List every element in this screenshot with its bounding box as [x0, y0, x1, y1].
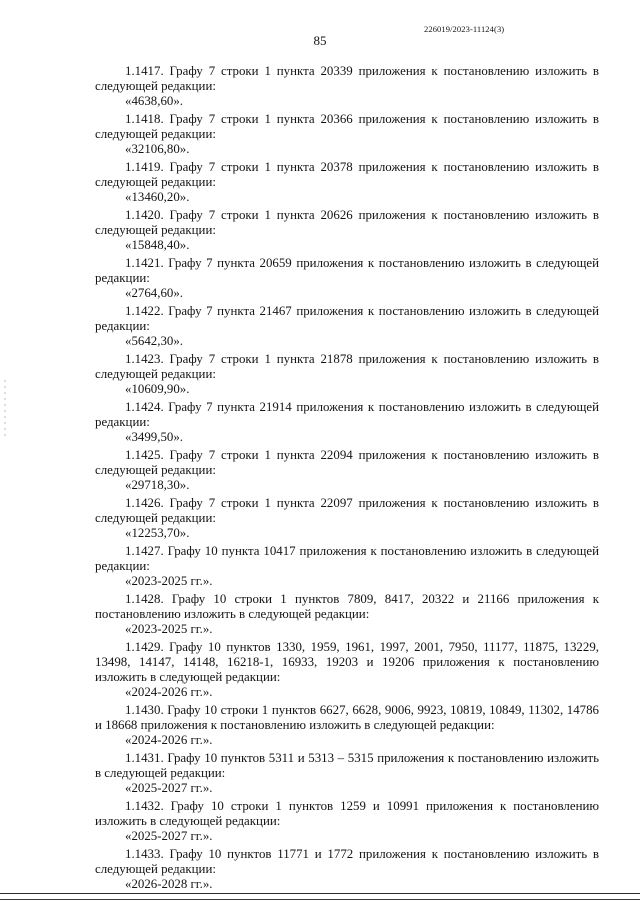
amendment-value: «32106,80».: [125, 142, 190, 156]
amendment-value: «13460,20».: [125, 190, 190, 204]
amendment-value: «4638,60».: [125, 94, 184, 108]
amendment-value: «2024-2026 гг.».: [125, 733, 213, 747]
document-body: [95, 64, 599, 895]
amendment-value: «2023-2025 гг.».: [125, 574, 213, 588]
amendment-clause: 1.1430. Графу 10 строки 1 пунктов 6627, 6628, 9006, 9923, 10819, 10849, 11302, 14786 и 18668 приложения к постановлению изложить в следующей редакции:: [95, 703, 599, 732]
page-header: [0, 0, 640, 60]
amendment-clause: 1.1422. Графу 7 пункта 21467 приложения к постановлению изложить в следующей редакции:: [95, 304, 599, 333]
amendment-clause: 1.1418. Графу 7 строки 1 пункта 20366 приложения к постановлению изложить в следующей редакции:: [95, 112, 599, 141]
bottom-rule: [0, 893, 640, 894]
amendment-clause: 1.1424. Графу 7 пункта 21914 приложения к постановлению изложить в следующей редакции:: [95, 400, 599, 429]
amendment-clause: 1.1427. Графу 10 пункта 10417 приложения к постановлению изложить в следующей редакции:: [95, 544, 599, 573]
bottom-rule-secondary: [0, 899, 640, 900]
page-number: 85: [313, 33, 327, 48]
amendment-value: «2026-2028 гг.».: [125, 877, 213, 891]
amendment-value: «2025-2027 гг.».: [125, 781, 213, 795]
document-number: 226019/2023-11124(3): [424, 24, 505, 34]
amendment-value: «3499,50».: [125, 430, 184, 444]
amendment-clause: 1.1423. Графу 7 строки 1 пункта 21878 приложения к постановлению изложить в следующей редакции:: [95, 352, 599, 381]
scan-margin-mark: [4, 380, 6, 440]
amendment-clause: 1.1419. Графу 7 строки 1 пункта 20378 приложения к постановлению изложить в следующей редакции:: [95, 160, 599, 189]
amendment-value: «12253,70».: [125, 526, 190, 540]
amendment-clause: 1.1425. Графу 7 строки 1 пункта 22094 приложения к постановлению изложить в следующей редакции:: [95, 448, 599, 477]
amendment-clause: 1.1420. Графу 7 строки 1 пункта 20626 приложения к постановлению изложить в следующей редакции:: [95, 208, 599, 237]
amendment-clause: 1.1429. Графу 10 пунктов 1330, 1959, 1961, 1997, 2001, 7950, 11177, 11875, 13229, 13498, 14147, 14148, 16218-1, 16933, 19203 и 19206 приложения к постановлению изложить в следующей редакции:: [95, 640, 599, 684]
amendment-value: «5642,30».: [125, 334, 184, 348]
amendment-clause: 1.1432. Графу 10 строки 1 пунктов 1259 и 10991 приложения к постановлению изложить в следующей редакции:: [95, 799, 599, 828]
amendment-clause: 1.1433. Графу 10 пунктов 11771 и 1772 приложения к постановлению изложить в следующей редакции:: [95, 847, 599, 876]
amendment-clause: 1.1417. Графу 7 строки 1 пункта 20339 приложения к постановлению изложить в следующей редакции:: [95, 64, 599, 93]
amendment-value: «10609,90».: [125, 382, 190, 396]
amendment-clause: 1.1421. Графу 7 пункта 20659 приложения к постановлению изложить в следующей редакции:: [95, 256, 599, 285]
amendment-clause: 1.1431. Графу 10 пунктов 5311 и 5313 – 5315 приложения к постановлению изложить в следующей редакции:: [95, 751, 599, 780]
amendment-value: «29718,30».: [125, 478, 190, 492]
amendment-value: «2023-2025 гг.».: [125, 622, 213, 636]
amendment-clause: 1.1426. Графу 7 строки 1 пункта 22097 приложения к постановлению изложить в следующей редакции:: [95, 496, 599, 525]
amendment-value: «15848,40».: [125, 238, 190, 252]
amendment-value: «2764,60».: [125, 286, 184, 300]
amendment-value: «2024-2026 гг.».: [125, 685, 213, 699]
amendment-value: «2025-2027 гг.».: [125, 829, 213, 843]
amendment-clause: 1.1428. Графу 10 строки 1 пунктов 7809, 8417, 20322 и 21166 приложения к постановлению изложить в следующей редакции:: [95, 592, 599, 621]
